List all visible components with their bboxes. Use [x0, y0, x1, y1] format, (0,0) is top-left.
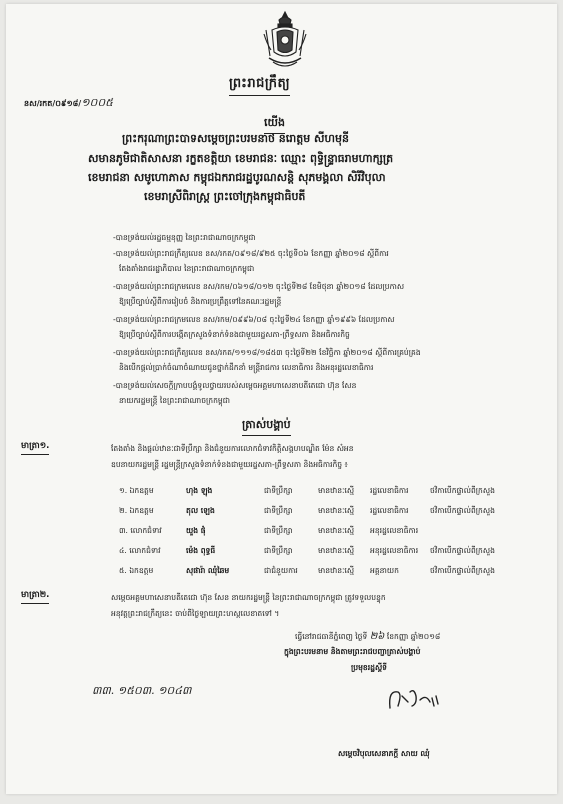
registration-stamp-handwritten: ៣៣. ១៥០៣. ១០៤៣ — [92, 684, 192, 697]
consideration-1: -បានទ្រង់យល់រដ្ឋធម្មនុញ្ញ នៃព្រះរាជាណាចក្រកម្ពុជា — [113, 233, 256, 242]
date-line: ធ្វើនៅរាជធានីភ្នំពេញ ថ្ងៃទី ២៦ ខែកញ្ញា ឆ្នាំ២០១៨ — [295, 631, 441, 642]
appointee-role: ជាទីប្រឹក្សា — [264, 546, 293, 555]
we-heading: យើង — [264, 116, 285, 129]
consideration-3-cont: ឱ្យប្រើច្បាប់ស្តីពីការរៀបចំ និងការប្រព្រឹត្តទៅនៃគណៈរដ្ឋមន្ត្រី — [119, 297, 282, 306]
article-2-text-2: អនុវត្តព្រះរាជក្រឹត្យនេះ ចាប់ពីថ្ងៃឡាយព្រះហស្តលេខាតទៅ ។ — [111, 609, 280, 618]
appointee-note: ថវិកាបើកផ្ទាល់ពីក្រសួង — [430, 566, 495, 575]
consideration-5: -បានទ្រង់យល់ព្រះរាជក្រឹត្យលេខ នស/រកត/១១១៨/១៨៥៣ ចុះថ្ងៃទី២២ ខែវិច្ឆិកា ឆ្នាំ២០១៨ ស្តីពីការគ្រប់គ្រង — [113, 348, 421, 357]
article-1-text-1: តែងតាំង និងផ្តល់ឋានៈជាទីប្រឹក្សា និងជំនួយការលោកជំទាវកិត្តិសង្គហបណ្ឌិត ម៉ែន សំអន — [111, 444, 354, 453]
appointee-role: ជាទីប្រឹក្សា — [264, 506, 293, 515]
article-1-text-2: ឧបនាយករដ្ឋមន្ត្រី រដ្ឋមន្ត្រីក្រសួងទំនាក់ទំនងជាមួយរដ្ឋសភា-ព្រឹទ្ធសភា និងអធិការកិច្ច ៖ — [111, 460, 348, 469]
signature-icon — [384, 682, 444, 716]
appointee-rank: មានឋានៈស្មើ — [318, 566, 355, 575]
appointee-role: ជាទីប្រឹក្សា — [264, 486, 293, 495]
head-of-state-line: ប្រមុខរដ្ឋស្តីទី — [351, 663, 388, 672]
article-2-text-1: សម្តេចអគ្គមហាសេនាបតីតេជោ ហ៊ុន សែន នាយករដ្ឋមន្ត្រី នៃព្រះរាជាណាចក្រកម្ពុជា ត្រូវទទួលបន្ទុក — [111, 593, 386, 602]
appointee-note: ថវិកាបើកផ្ទាល់ពីក្រសួង — [430, 486, 495, 495]
appointee-name: ហុង ឡុង — [186, 486, 213, 495]
appointee-number: ៥. ឯកឧត្តម — [119, 566, 154, 575]
appointee-position: រដ្ឋលេខាធិការ — [370, 486, 409, 495]
appointee-position: អគ្គនាយក — [370, 566, 399, 575]
signatory-name: សម្តេចវិបុលសេនាភក្តី សាយ ឈុំ — [338, 749, 430, 758]
appointee-name: តុល ឡេង — [186, 506, 215, 515]
king-title-line-3: ខេមរាជនា សមូហោភាស កម្ពុជឯករាជរដ្ឋបូរណសន្តិ សុភមង្គលា សិរីវិបុលា — [88, 171, 386, 184]
appointee-position: រដ្ឋលេខាធិការ — [370, 506, 409, 515]
king-title-line-4: ខេមរាស្រីពិរាស្ត្រ ព្រះចៅក្រុងកម្ពុជាធិបតី — [144, 190, 306, 203]
appointee-name: យួង ផុំ — [186, 526, 206, 535]
article-1-label: មាត្រា១. — [21, 441, 50, 451]
consideration-2: -បានទ្រង់យល់ព្រះរាជក្រឹត្យលេខ នស/រកត/០៩១៨/៩២៥ ចុះថ្ងៃទី០៦ ខែកញ្ញា ឆ្នាំ២០១៨ ស្តីពីការ — [113, 249, 389, 258]
king-title-line-2: សមានភូមិជាតិសាសនា រក្ខតខត្តិយា ខេមរាជនៈ ឈ្មោះ ពុទ្ធិន្ទ្រាធរាមហាក្សត្រ — [88, 152, 394, 165]
appointee-note: ថវិកាបើកផ្ទាល់ពីក្រសួង — [430, 546, 495, 555]
royal-order-line: ក្នុងព្រះបរមនាម និងតាមព្រះរាជបញ្ជាត្រាស់បង្គាប់ — [284, 647, 421, 656]
consideration-6: -បានទ្រង់យល់សេចក្តីក្រាបបង្គំទូលថ្វាយរបស់សម្តេចអគ្គមហាសេនាបតីតេជោ ហ៊ុន សែន — [113, 381, 357, 390]
consideration-2-cont: តែងតាំងរាជរដ្ឋាភិបាល នៃព្រះរាជាណាចក្រកម្ពុជា — [119, 264, 255, 273]
appointee-role: ជាជំនួយការ — [264, 566, 298, 575]
reference-number: នស/រកត/០៩១៨/ — [24, 99, 82, 108]
appointee-number: ១. ឯកឧត្តម — [119, 486, 154, 495]
consideration-3: -បានទ្រង់យល់ព្រះរាជក្រមលេខ នស/រកម/០៦១៨/០១២ ចុះថ្ងៃទី២៨ ខែមិថុនា ឆ្នាំ២០១៨ ដែលប្រកាស — [113, 282, 405, 291]
reference-handwritten: ១០០៥ — [81, 96, 113, 109]
appointee-name: ម៉េង ពុទ្ធធី — [186, 546, 216, 555]
date-day-handwritten: ២៦ — [369, 631, 385, 642]
appointee-number: ៤. លោកជំទាវ — [119, 546, 161, 555]
consideration-4-cont: ឱ្យប្រើច្បាប់ស្តីពីការបង្កើតក្រសួងទំនាក់ទំនងជាមួយរដ្ឋសភា-ព្រឹទ្ធសភា និងអធិការកិច្ច — [119, 330, 350, 339]
decree-page — [6, 4, 557, 794]
appointee-position: អនុរដ្ឋលេខាធិការ — [370, 546, 419, 555]
decree-heading: ត្រាស់បង្គាប់ — [242, 418, 291, 431]
royal-coat-of-arms-icon — [261, 10, 309, 70]
decree-title: ព្រះរាជក្រឹត្យ — [229, 76, 291, 91]
consideration-6-cont: នាយករដ្ឋមន្ត្រី នៃព្រះរាជាណាចក្រកម្ពុជា — [119, 396, 230, 405]
signature-text — [398, 694, 402, 695]
king-title-line-1: ព្រះករុណាព្រះបាទសម្តេចព្រះបរមនាថ នរោត្តម សីហមុនី — [122, 132, 349, 145]
consideration-4: -បានទ្រង់យល់ព្រះរាជក្រមលេខ នស/រកម/០៩៩៦/០៨ ចុះថ្ងៃទី២៤ ខែកញ្ញា ឆ្នាំ១៩៩៦ ដែលប្រកាស — [113, 315, 395, 324]
appointee-rank: មានឋានៈស្មើ — [318, 506, 355, 515]
article-2-label: មាត្រា២. — [21, 590, 50, 600]
appointee-rank: មានឋានៈស្មើ — [318, 486, 355, 495]
appointee-number: ២. ឯកឧត្តម — [119, 506, 154, 515]
appointee-position: អនុរដ្ឋលេខាធិការ — [370, 526, 419, 535]
appointee-rank: មានឋានៈស្មើ — [318, 546, 355, 555]
consideration-5-cont: និងបើកផ្តល់ប្រាក់ចំណាចំណាយជូនថ្នាក់ដឹកនាំ មន្ត្រីរាជការ លេខាធិការ និងអនុរដ្ឋលេខាធិការ — [119, 363, 374, 372]
appointee-rank: មានឋានៈស្មើ — [318, 526, 355, 535]
appointee-name: សុផារ៉ា ឈុំឆៃម — [186, 566, 230, 575]
appointee-role: ជាទីប្រឹក្សា — [264, 526, 293, 535]
appointee-note: ថវិកាបើកផ្ទាល់ពីក្រសួង — [430, 506, 495, 515]
appointee-number: ៣. លោកជំទាវ — [119, 526, 162, 535]
